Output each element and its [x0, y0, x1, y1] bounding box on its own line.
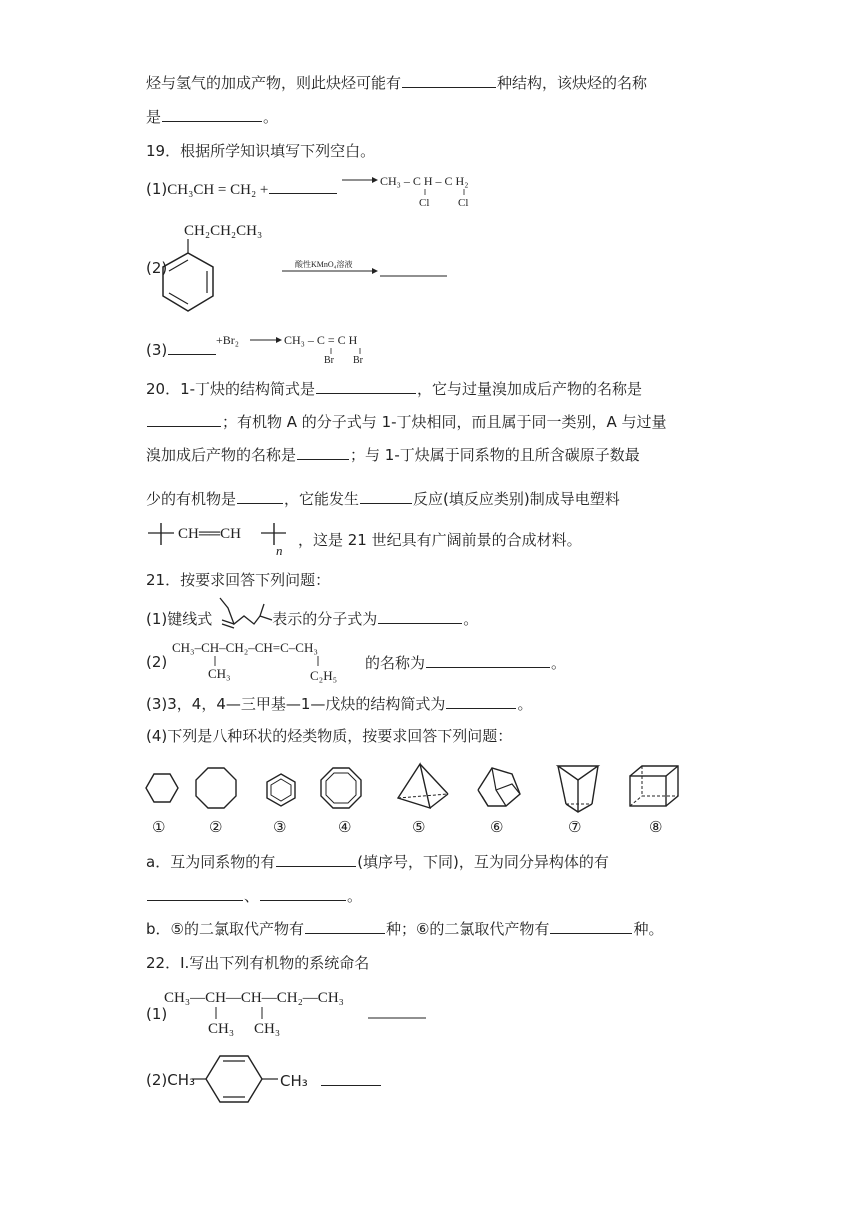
substituent-br: Br	[353, 355, 363, 366]
q19-part3-product	[214, 328, 394, 368]
substituent-br: Br	[324, 355, 334, 366]
text: b．⑤的二氯取代产物有	[146, 920, 304, 938]
q20-line5-text: ，这是 21 世纪具有广阔前景的合成材料。	[298, 531, 582, 549]
main-chain: CH₃—CH—CH—CH₂—CH₃	[164, 990, 344, 1006]
q19-part1	[146, 178, 338, 200]
q21-part2-label: (2)	[146, 653, 168, 671]
text: (填序号，下同)，互为同分异构体的有	[357, 853, 609, 871]
answer-blank[interactable]	[260, 885, 346, 901]
q22-part2-right	[280, 1070, 382, 1091]
q20-line2	[146, 411, 667, 432]
answer-blank[interactable]	[360, 488, 412, 504]
propyl-group: CH₂CH₂CH₃	[184, 223, 263, 239]
text: 的名称为	[365, 654, 426, 672]
answer-blank[interactable]	[168, 339, 216, 355]
part-label: (1)	[146, 180, 168, 198]
double-bond	[222, 624, 234, 628]
hidden-edge	[630, 796, 642, 806]
cyclooctatetraene-structure	[321, 768, 361, 808]
answer-blank[interactable]	[147, 411, 221, 427]
answer-blank[interactable]	[162, 106, 262, 122]
q21-b-line	[146, 918, 663, 939]
answer-blank[interactable]	[402, 72, 496, 88]
text: 20．1-丁炔的结构简式是	[146, 380, 316, 398]
answer-blank[interactable]	[316, 378, 416, 394]
text: 是	[146, 108, 162, 126]
text: 种；⑥的二氯取代产物有	[385, 920, 550, 938]
edge	[666, 766, 678, 776]
spacer	[244, 1059, 256, 1079]
edge	[558, 766, 566, 804]
answer-blank[interactable]	[321, 1070, 381, 1086]
text: 反应	[413, 490, 444, 508]
prismane-structure	[558, 766, 598, 780]
polymer-formula: CH══CH	[178, 526, 241, 542]
answer-blank[interactable]	[269, 178, 337, 194]
answer-blank[interactable]	[276, 851, 356, 867]
ring-labels	[152, 818, 692, 838]
q21-part1-skeletal	[214, 594, 276, 634]
q18-line1	[146, 72, 647, 93]
tetrahedrane-structure	[398, 764, 430, 808]
text: 。	[263, 108, 279, 126]
product-formula: CH₃ – C H – C H₂	[380, 174, 469, 188]
double-bond	[169, 293, 188, 304]
text: 少的有机物是	[146, 490, 237, 508]
text: ；有机物 A 的分子式与 1-丁炔相同，而且属于同一类别，A 与过量	[222, 413, 667, 431]
label-3: ③	[273, 818, 287, 836]
q20-polymer	[146, 515, 296, 559]
answer-blank[interactable]	[297, 444, 349, 460]
main-chain: CH₃–CH–CH₂–CH=C–CH₃	[172, 640, 318, 655]
q19-part3	[146, 339, 217, 360]
edge	[430, 794, 448, 808]
text: a．互为同系物的有	[146, 853, 276, 871]
substituent: CH₃	[208, 666, 231, 681]
substituent-cl: Cl	[419, 197, 430, 209]
q22-part1-label: (1)	[146, 1005, 168, 1023]
q19-title: 19．根据所学知识填写下列空白。	[146, 142, 376, 160]
q20-line3	[146, 444, 640, 465]
q22-part2-ring	[192, 1052, 282, 1108]
repeat-n: n	[276, 543, 283, 558]
q20-line1	[146, 378, 642, 399]
label-2: ②	[209, 818, 223, 836]
text: 溴加成后产物的名称是	[146, 446, 297, 464]
text: 。	[347, 887, 363, 905]
text: 表示的分子式为	[272, 610, 378, 628]
text: ，它能发生	[284, 490, 360, 508]
answer-blank[interactable]	[378, 608, 462, 624]
substituent: CH₃	[254, 1021, 281, 1037]
q18-line2	[146, 106, 278, 127]
text: 。	[517, 695, 533, 713]
octagon-structure	[196, 768, 236, 808]
bond	[260, 616, 272, 620]
edge	[420, 764, 448, 794]
q21-part1	[146, 608, 478, 629]
answer-blank[interactable]	[237, 488, 283, 504]
q21-part2-structure	[172, 636, 367, 684]
product-formula: CH₃ – C = C H	[284, 333, 358, 347]
q22-part2-left: (2)CH₃	[146, 1071, 196, 1089]
arrow-head	[372, 268, 378, 274]
hexagon-structure	[146, 774, 178, 802]
q22-part1-structure	[164, 984, 444, 1038]
q21-a-line1	[146, 851, 609, 872]
substituent: CH₃	[208, 1021, 235, 1037]
edge	[592, 766, 598, 804]
hidden-edge	[398, 794, 448, 798]
substituent-cl: Cl	[458, 197, 469, 209]
edge	[482, 796, 488, 806]
edge	[566, 804, 592, 812]
cyclooctatetraene-inner	[326, 773, 356, 803]
label-6: ⑥	[490, 818, 504, 836]
text: 种。	[633, 920, 664, 938]
q21-part2-text	[365, 652, 566, 673]
answer-blank[interactable]	[147, 885, 243, 901]
q21-a-line2	[146, 885, 362, 906]
label-7: ⑦	[568, 818, 582, 836]
q20-line4	[146, 488, 620, 509]
text: 、	[244, 887, 260, 905]
text: 种结构，该炔烃的名称	[497, 74, 648, 92]
text: ；与 1-丁炔属于同系物的且所含碳原子数最	[350, 446, 640, 464]
q21-part3	[146, 693, 532, 714]
label-1: ①	[152, 818, 166, 836]
benzene-ring	[163, 253, 213, 311]
q21-part4: (4)下列是八种环状的烃类物质，按要求回答下列问题：	[146, 727, 513, 745]
answer-blank[interactable]	[446, 693, 516, 709]
carbon-chain	[220, 598, 264, 624]
answer-blank[interactable]	[305, 918, 385, 934]
answer-blank[interactable]	[426, 652, 550, 668]
text: ，它与过量溴加成后产物的名称是	[417, 380, 643, 398]
q21-title: 21．按要求回答下列问题：	[146, 571, 331, 589]
text: 。	[463, 610, 479, 628]
benzene-inner	[271, 779, 291, 801]
answer-blank[interactable]	[550, 918, 632, 934]
reaction-condition: 酸性KMnO₄溶液	[295, 260, 353, 269]
q22-title: 22．Ⅰ.写出下列有机物的系统命名	[146, 954, 370, 972]
label-4: ④	[338, 818, 352, 836]
substituent: C₂H₅	[310, 668, 338, 683]
label-5: ⑤	[412, 818, 426, 836]
reactant: CH₃CH = CH₂ +	[167, 182, 269, 198]
q19-part1-product	[340, 170, 510, 212]
part-label: (3)	[146, 341, 168, 359]
q19-part2-structure	[160, 215, 460, 315]
text: (1)键线式	[146, 610, 213, 628]
text: 。	[551, 654, 567, 672]
benzene-ring	[206, 1056, 262, 1102]
arrow-head	[276, 337, 282, 343]
q19-part2-label: (2)	[146, 259, 168, 277]
methyl: CH₃	[280, 1072, 308, 1090]
text: (3)3，4，4—三甲基—1—戊炔的结构简式为	[146, 695, 446, 713]
arrow-head	[372, 177, 378, 183]
reagent: +Br₂	[216, 333, 239, 347]
text: (填反应类别)制成导电塑料	[443, 490, 620, 508]
label-8: ⑧	[649, 818, 663, 836]
text: 烃与氢气的加成产物，则此炔烃可能有	[146, 74, 402, 92]
